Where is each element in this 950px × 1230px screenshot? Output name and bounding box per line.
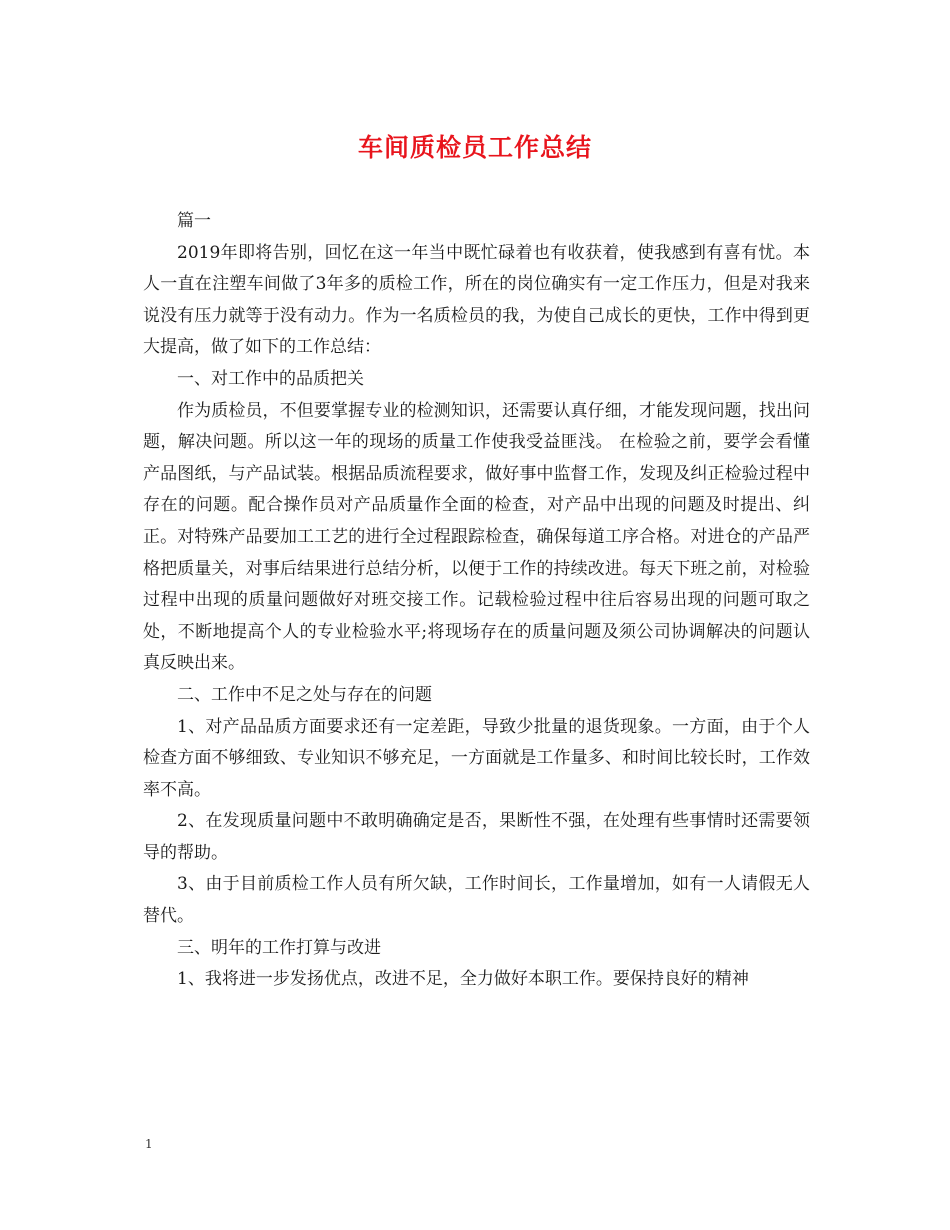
paragraph-issue-2: 2、在发现质量问题中不敢明确确定是否，果断性不强，在处理有些事情时还需要领导的帮助。 <box>143 811 810 863</box>
paragraph-issue-3: 3、由于目前质检工作人员有所欠缺，工作时间长，工作量增加，如有一人请假无人替代。 <box>143 874 810 927</box>
intro-paragraph: 2019年即将告别，回忆在这一年当中既忙碌着也有收获着，使我感到有喜有忧。本人一直在注塑车间做了3年多的质检工作，所在的岗位确实有一定工作压力，但是对我来说没有压力就等于没有动力。作为一名质检员的我，为使自己成长的更快，工作中得到更大提高，做了如下的工作总结： <box>143 242 810 358</box>
document-title: 车间质检员工作总结 <box>357 133 592 162</box>
paragraph-quality-control: 作为质检员，不但要掌握专业的检测知识，还需要认真仔细，才能发现问题，找出问题，解决问题。所以这一年的现场的质量工作使我受益匪浅。 在检验之前，要学会看懂产品图纸，与产品试装。根据品质流程要求，做好事中监督工作，发现及纠正检验过程中存在的问题。配合操作员对产品质量作全面的检查，对产品中出现的问题及时提出、纠正。对特殊产品要加工工艺的进行全过程跟踪检查，确保每道工序合格。对进仓的产品严格把质量关，对事后结果进行总结分析，以便于工作的持续改进。每天下班之前，对检验过程中出现的质量问题做好对班交接工作。记载检验过程中往后容易出现的问题可取之处，不断地提高个人的专业检验水平;将现场存在的质量问题及须公司协调解决的问题认真反映出来。 <box>143 400 810 674</box>
document-body <box>143 206 810 996</box>
heading-three: 三、明年的工作打算与改进 <box>177 937 381 958</box>
heading-one: 一、对工作中的品质把关 <box>177 368 364 389</box>
paragraph-issue-1: 1、对产品品质方面要求还有一定差距，导致少批量的退货现象。一方面，由于个人检查方面不够细致、专业知识不够充足，一方面就是工作量多、和时间比较长时，工作效率不高。 <box>143 716 810 800</box>
paragraph-plan-1: 1、我将进一步发扬优点，改进不足，全力做好本职工作。要保持良好的精神 <box>177 969 749 990</box>
page-number: 1 <box>145 1137 153 1151</box>
heading-two: 二、工作中不足之处与存在的问题 <box>177 684 432 705</box>
section-label: 篇一 <box>177 211 211 231</box>
